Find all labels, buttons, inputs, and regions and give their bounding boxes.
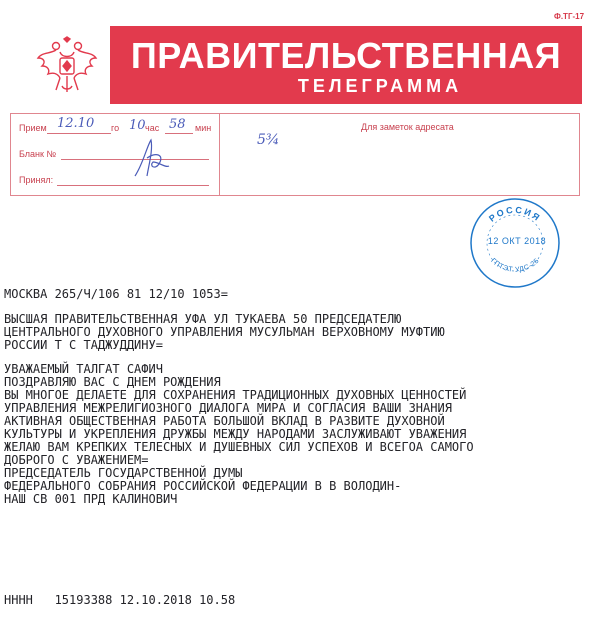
stamp-country: РОССИЯ — [486, 204, 543, 224]
blank-label: Бланк № — [19, 149, 57, 159]
received-line — [47, 133, 111, 134]
form-divider — [219, 114, 220, 195]
address-line: РОССИИ Т С ТАДЖУДДИНУ= — [4, 338, 163, 352]
page-title: ПРАВИТЕЛЬСТВЕННАЯ — [130, 35, 562, 76]
svg-text:РОССИЯ — [487, 205, 543, 224]
stamp-code: ГПТЭТ УДС-25 — [489, 257, 541, 274]
body-line: ЖЕЛАЮ ВАМ КРЕПКИХ ТЕЛЕСНЫХ И ДУШЕВНЫХ СИЛ УСПЕХОВ И ВСЕГОА САМОГО — [4, 440, 474, 454]
minutes-label: мин — [195, 123, 212, 133]
hours-unit-label: час — [145, 123, 160, 133]
body-line: НАШ СВ 001 ПРД КАЛИНОВИЧ — [4, 492, 178, 506]
hours-label: го — [111, 123, 120, 133]
body-line: КУЛЬТУРЫ И УКРЕПЛЕНИЯ ДРУЖБЫ МЕЖДУ НАРОДАМИ ЗАСЛУЖИВАЮТ УВАЖЕНИЯ — [4, 427, 467, 441]
received-label: Прием — [19, 123, 47, 133]
body-line: ВЫ МНОГОЕ ДЕЛАЕТЕ ДЛЯ СОХРАНЕНИЯ ТРАДИЦИОННЫХ ДУХОВНЫХ ЦЕННОСТЕЙ — [4, 388, 467, 402]
body-line: АКТИВНАЯ ОБЩЕСТВЕННАЯ РАБОТА БОЛЬШОЙ ВКЛАД В РАЗВИТЕ ДУХОВНОЙ — [4, 414, 445, 428]
received-day-value: 12.10 — [57, 116, 95, 131]
address-line: ЦЕНТРАЛЬНОГО ДУХОВНОГО УПРАВЛЕНИЯ МУСУЛЬМАН ВЕРХОВНОМУ МУФТИЮ — [4, 325, 445, 339]
telegram-preamble: МОСКВА 265/Ч/106 81 12/10 1053= — [4, 287, 228, 301]
minutes-value: 58 — [169, 117, 186, 132]
telegram-footer: НННН 15193388 12.10.2018 10.58 — [4, 593, 236, 607]
body-line: ДОБРОГО С УВАЖЕНИЕМ= — [4, 453, 149, 467]
reception-form — [10, 113, 580, 196]
double-headed-eagle-emblem — [36, 36, 98, 96]
hours-value: 10 — [129, 118, 146, 133]
page-subtitle: ТЕЛЕГРАММА — [297, 76, 463, 96]
body-line: ПОЗДРАВЛЯЮ ВАС С ДНЕМ РОЖДЕНИЯ — [4, 375, 221, 389]
accepted-label: Принял: — [19, 175, 54, 185]
address-line: ВЫСШАЯ ПРАВИТЕЛЬСТВЕННАЯ УФА УЛ ТУКАЕВА 50 ПРЕДСЕДАТЕЛЮ — [4, 312, 402, 326]
body-line: ПРЕДСЕДАТЕЛЬ ГОСУДАРСТВЕННОЙ ДУМЫ — [4, 466, 243, 480]
svg-text:ГПТЭТ УДС-25 — [489, 257, 541, 273]
minutes-line — [165, 133, 193, 134]
handwritten-note: 5¾ — [257, 132, 280, 148]
body-line: УПРАВЛЕНИЯ МЕЖРЕЛИГИОЗНОГО ДИАЛОГА МИРА И СОГЛАСИЯ ВАШИ ЗНАНИЯ — [4, 401, 452, 415]
stamp-date: 12 ОКТ 2018 — [487, 236, 547, 246]
accepted-line — [57, 185, 209, 186]
body-line: ФЕДЕРАЛЬНОГО СОБРАНИЯ РОССИЙСКОЙ ФЕДЕРАЦИИ В В ВОЛОДИН- — [4, 479, 402, 493]
operator-signature — [129, 136, 173, 182]
notes-label: Для заметок адресата — [361, 122, 454, 132]
header-banner — [110, 26, 582, 104]
body-line: УВАЖАЕМЫЙ ТАЛГАТ САФИЧ — [4, 362, 163, 376]
form-code: Ф.ТГ-17 — [554, 12, 585, 21]
